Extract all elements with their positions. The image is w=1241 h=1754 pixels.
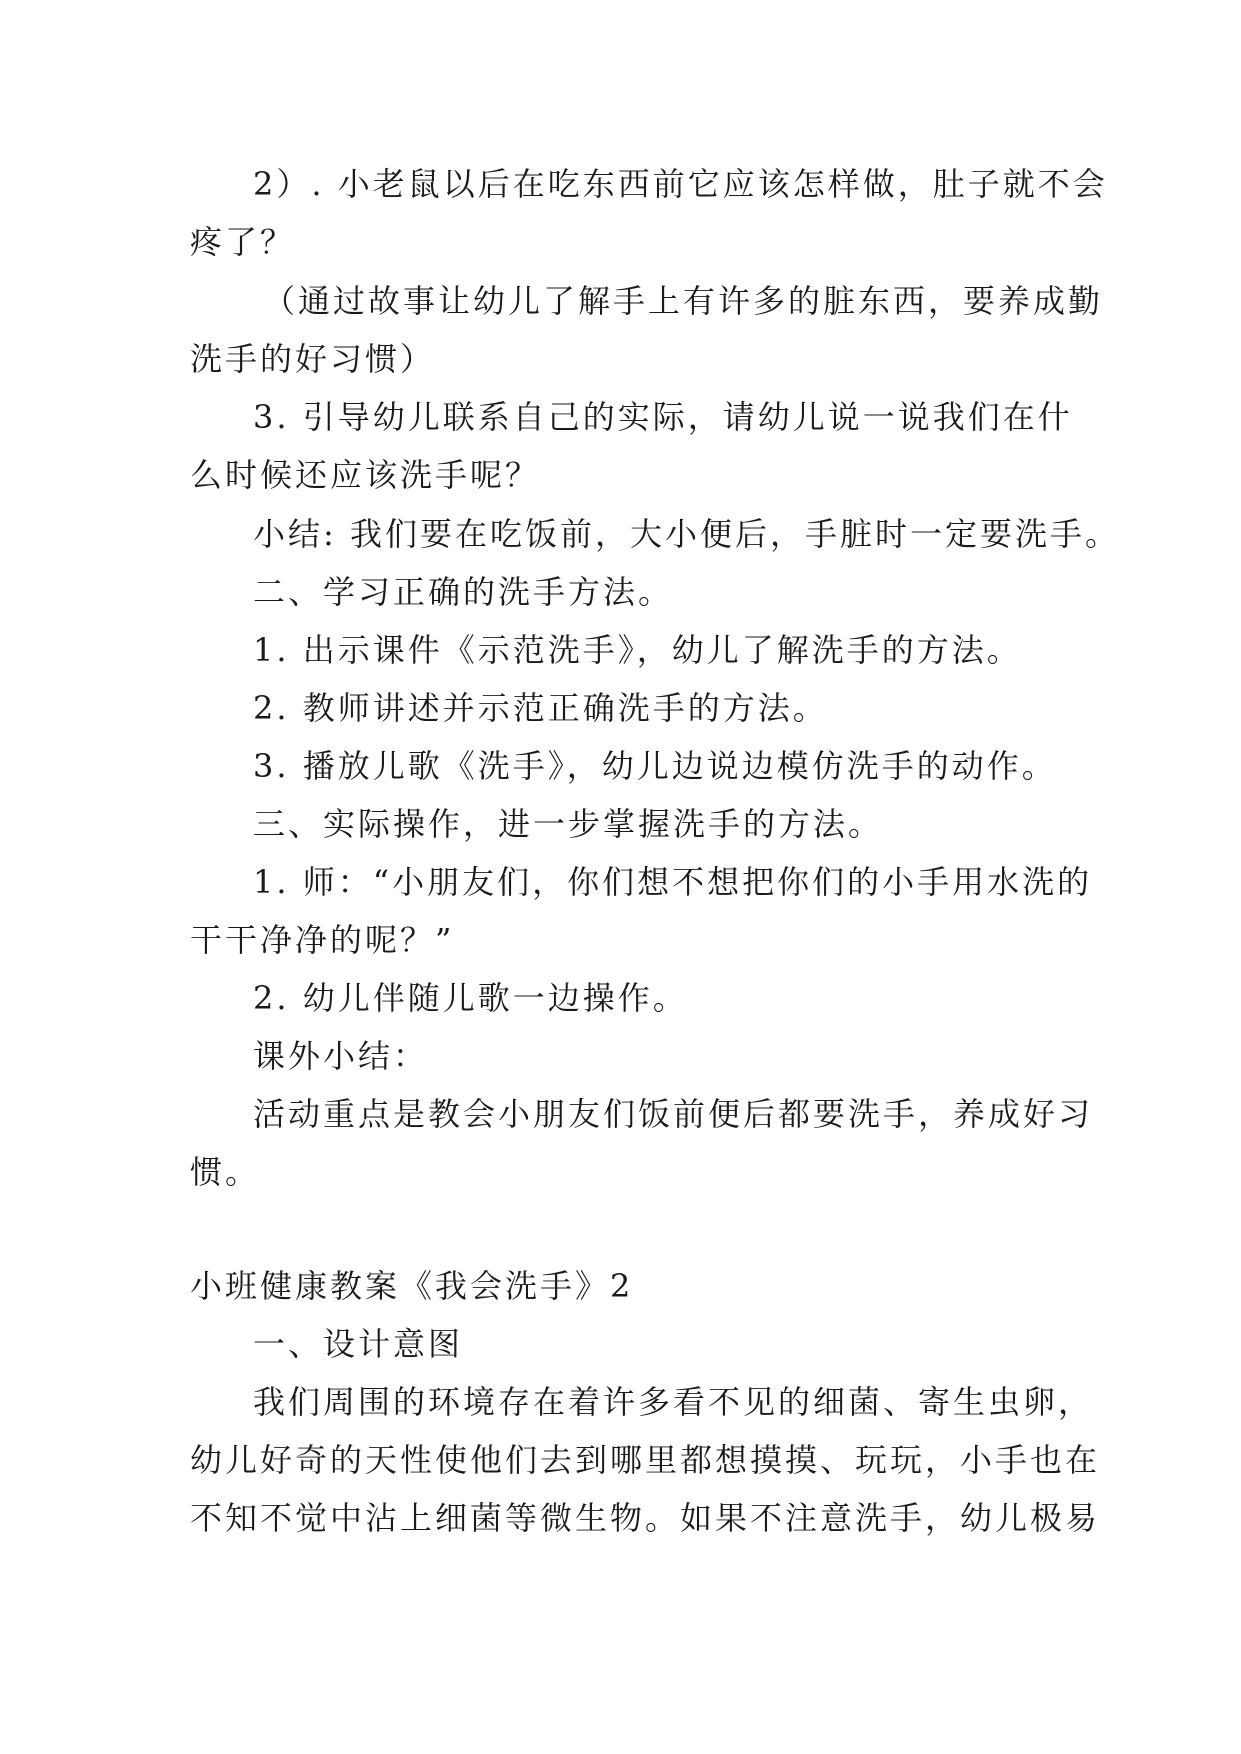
- text-line: 活动重点是教会小朋友们饭前便后都要洗手，养成好习: [253, 1095, 1094, 1133]
- text-line: 课外小结：: [253, 1037, 429, 1075]
- text-line: 不知不觉中沾上细菌等微生物。如果不注意洗手，幼儿极易: [190, 1499, 1101, 1537]
- text-line: 干干净净的呢？”: [190, 921, 455, 959]
- text-line: 2. 幼儿伴随儿歌一边操作。: [253, 979, 688, 1017]
- text-line: 幼儿好奇的天性使他们去到哪里都想摸摸、玩玩，小手也在: [190, 1441, 1101, 1479]
- text-line: 我们周围的环境存在着许多看不见的细菌、寄生虫卵，: [253, 1383, 1094, 1421]
- text-line: 2）. 小老鼠以后在吃东西前它应该怎样做，肚子就不会: [253, 165, 1108, 203]
- text-line: 么时候还应该洗手呢？: [190, 456, 541, 494]
- text-line: 小结: 我们要在吃饭前，大小便后，手脏时一定要洗手。: [253, 515, 1120, 553]
- document-title: 小班健康教案《我会洗手》2: [190, 1267, 634, 1305]
- text-line: 疼了？: [190, 223, 296, 261]
- section-heading: 一、设计意图: [253, 1325, 464, 1363]
- section-heading: 二、学习正确的洗手方法。: [253, 573, 674, 611]
- text-line: 3. 引导幼儿联系自己的实际，请幼儿说一说我们在什: [253, 398, 1073, 436]
- text-line: 3. 播放儿歌《洗手》，幼儿边说边模仿洗手的动作。: [253, 747, 1057, 785]
- text-line: 惯。: [190, 1153, 261, 1191]
- section-heading: 三、实际操作，进一步掌握洗手的方法。: [253, 805, 884, 843]
- text-line: （通过故事让幼儿了解手上有许多的脏东西，要养成勤: [263, 282, 1104, 320]
- text-line: 1. 师：“小朋友们，你们想不想把你们的小手用水洗的: [253, 863, 1093, 901]
- text-line: 洗手的好习惯）: [190, 340, 436, 378]
- text-line: 2. 教师讲述并示范正确洗手的方法。: [253, 689, 828, 727]
- text-line: 1. 出示课件《示范洗手》，幼儿了解洗手的方法。: [253, 631, 1022, 669]
